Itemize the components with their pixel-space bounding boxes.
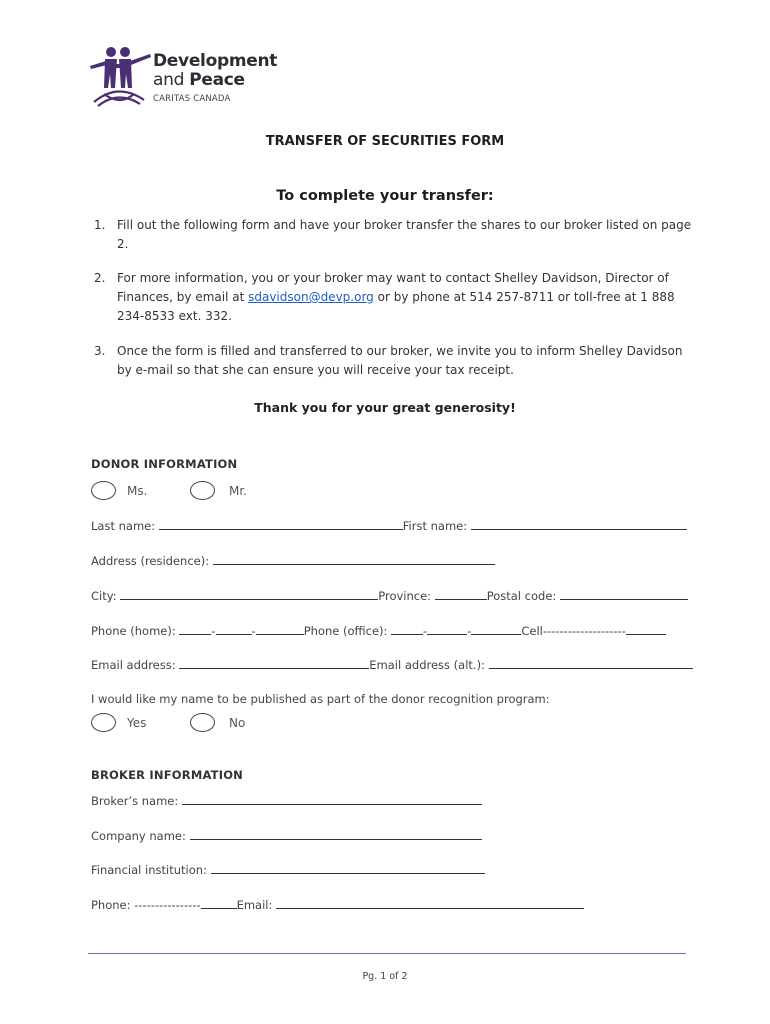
home-phone-line-field[interactable] [256, 623, 304, 635]
broker-contact-row: Phone: ---------------- Email: [91, 897, 584, 912]
broker-email-field[interactable] [276, 897, 584, 909]
logo-name-line2: and Peace [153, 70, 245, 90]
publish-no-radio[interactable] [190, 713, 215, 732]
mr-label: Mr. [229, 484, 247, 498]
home-phone-prefix-field[interactable] [216, 623, 252, 635]
logo-name-line1: Development [153, 51, 278, 71]
city-row: City: Province: Postal code: [91, 588, 688, 603]
instruction-item-3: 3. Once the form is filled and transferred to our broker, we invite you to inform Shelley Davidson by e-mail so that she can ensure you will receive your tax receipt. [94, 344, 683, 377]
name-row: Last name: First name: [91, 518, 687, 533]
office-phone-prefix-field[interactable] [427, 623, 467, 635]
financial-institution-row: Financial institution: [91, 862, 485, 877]
contact-email-link[interactable]: sdavidson@devp.org [248, 290, 374, 304]
thank-you-message: Thank you for your great generosity! [254, 400, 516, 415]
mr-radio[interactable] [190, 481, 215, 500]
cell-phone-field[interactable] [626, 623, 666, 635]
publish-question: I would like my name to be published as part of the donor recognition program: [91, 692, 550, 706]
ms-label: Ms. [127, 484, 148, 498]
broker-section-heading: BROKER INFORMATION [91, 768, 243, 782]
organization-logo [88, 44, 288, 112]
broker-phone-field[interactable] [201, 897, 237, 909]
postal-code-field[interactable] [560, 588, 688, 600]
footer-divider [88, 953, 686, 954]
office-phone-line-field[interactable] [471, 623, 521, 635]
broker-name-field[interactable] [182, 793, 482, 805]
instruction-item-1: 1. Fill out the following form and have your broker transfer the shares to our broker listed on page 2. [94, 218, 692, 251]
instruction-item-2: 2. For more information, you or your broker may want to contact Shelley Davidson, Director of Finances, by email at sdavidson@devp.org or by phone at 514 257-8711 or toll-free at 1 888 234-8533 ext. 332. [94, 271, 675, 323]
form-subtitle: To complete your transfer: [276, 188, 494, 204]
logo-tagline: CARITAS CANADA [153, 94, 231, 104]
ms-radio[interactable] [91, 481, 116, 500]
form-title: TRANSFER OF SECURITIES FORM [265, 134, 505, 149]
page-number: Pg. 1 of 2 [362, 971, 408, 982]
email-alt-field[interactable] [489, 657, 693, 669]
email-field[interactable] [179, 657, 369, 669]
province-field[interactable] [435, 588, 487, 600]
office-phone-area-field[interactable] [391, 623, 423, 635]
publish-yes-label: Yes [127, 716, 147, 730]
broker-name-row: Broker’s name: [91, 793, 482, 808]
people-figures-icon [88, 44, 152, 110]
email-row: Email address: Email address (alt.): [91, 657, 693, 672]
company-name-row: Company name: [91, 828, 482, 843]
donor-section-heading: DONOR INFORMATION [91, 457, 238, 471]
publish-no-label: No [229, 716, 246, 730]
publish-yes-radio[interactable] [91, 713, 116, 732]
phone-row: Phone (home): - - Phone (office): - - Cell-------------------- [91, 623, 666, 638]
financial-institution-field[interactable] [211, 862, 485, 874]
city-field[interactable] [120, 588, 378, 600]
company-name-field[interactable] [190, 828, 482, 840]
address-row: Address (residence): [91, 553, 495, 568]
address-field[interactable] [213, 553, 495, 565]
last-name-field[interactable] [159, 518, 403, 530]
home-phone-area-field[interactable] [179, 623, 211, 635]
first-name-field[interactable] [471, 518, 687, 530]
